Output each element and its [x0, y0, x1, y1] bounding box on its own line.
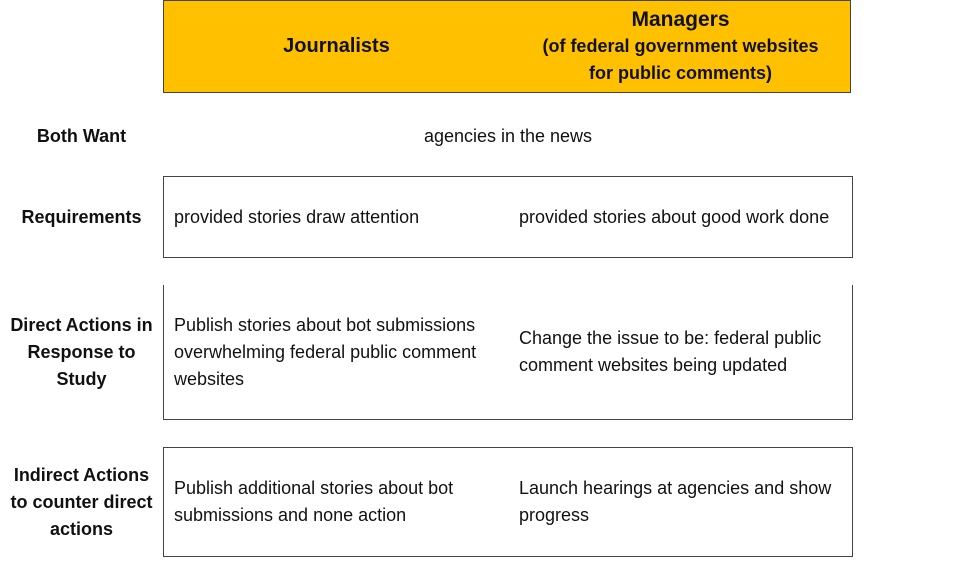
requirements-journalists-text: provided stories draw attention — [174, 206, 420, 227]
direct-actions-label: Direct Actions in Response to Study — [10, 315, 153, 389]
requirements-box — [163, 176, 853, 258]
managers-header-title: Managers — [631, 8, 730, 31]
row-label-indirect-actions — [0, 447, 163, 557]
managers-header — [509, 1, 852, 92]
journalists-header — [164, 1, 509, 92]
requirements-journalists-cell — [174, 177, 504, 257]
both-want-value: agencies in the news — [423, 126, 593, 146]
requirements-managers-text: provided stories about good work done — [519, 206, 830, 227]
managers-header-subtitle-line2: for public comments) — [588, 63, 772, 83]
managers-header-subtitle-line1: (of federal government websites — [542, 36, 819, 56]
row-label-requirements — [0, 176, 163, 258]
requirements-label: Requirements — [21, 206, 142, 227]
indirect-actions-label: Indirect Actions to counter direct actions — [10, 464, 153, 539]
row-label-both-want — [0, 122, 163, 150]
direct-actions-box — [163, 285, 853, 420]
indirect-actions-managers-cell — [519, 448, 844, 556]
indirect-actions-journalists-cell — [174, 448, 504, 556]
indirect-actions-managers-text: Launch hearings at agencies and show progress — [519, 478, 832, 525]
direct-actions-managers-cell — [519, 285, 844, 419]
journalists-header-label: Journalists — [283, 35, 390, 57]
direct-actions-journalists-text: Publish stories about bot submissions overwhelming federal public comment websites — [174, 314, 477, 389]
indirect-actions-journalists-text: Publish additional stories about bot submissions and none action — [174, 478, 454, 525]
requirements-managers-cell — [519, 177, 844, 257]
column-header-bar — [163, 0, 851, 93]
row-label-direct-actions — [0, 285, 163, 420]
both-want-label: Both Want — [36, 125, 127, 146]
direct-actions-managers-text: Change the issue to be: federal public comment websites being updated — [519, 328, 822, 375]
indirect-actions-box — [163, 447, 853, 557]
direct-actions-journalists-cell — [174, 285, 504, 419]
